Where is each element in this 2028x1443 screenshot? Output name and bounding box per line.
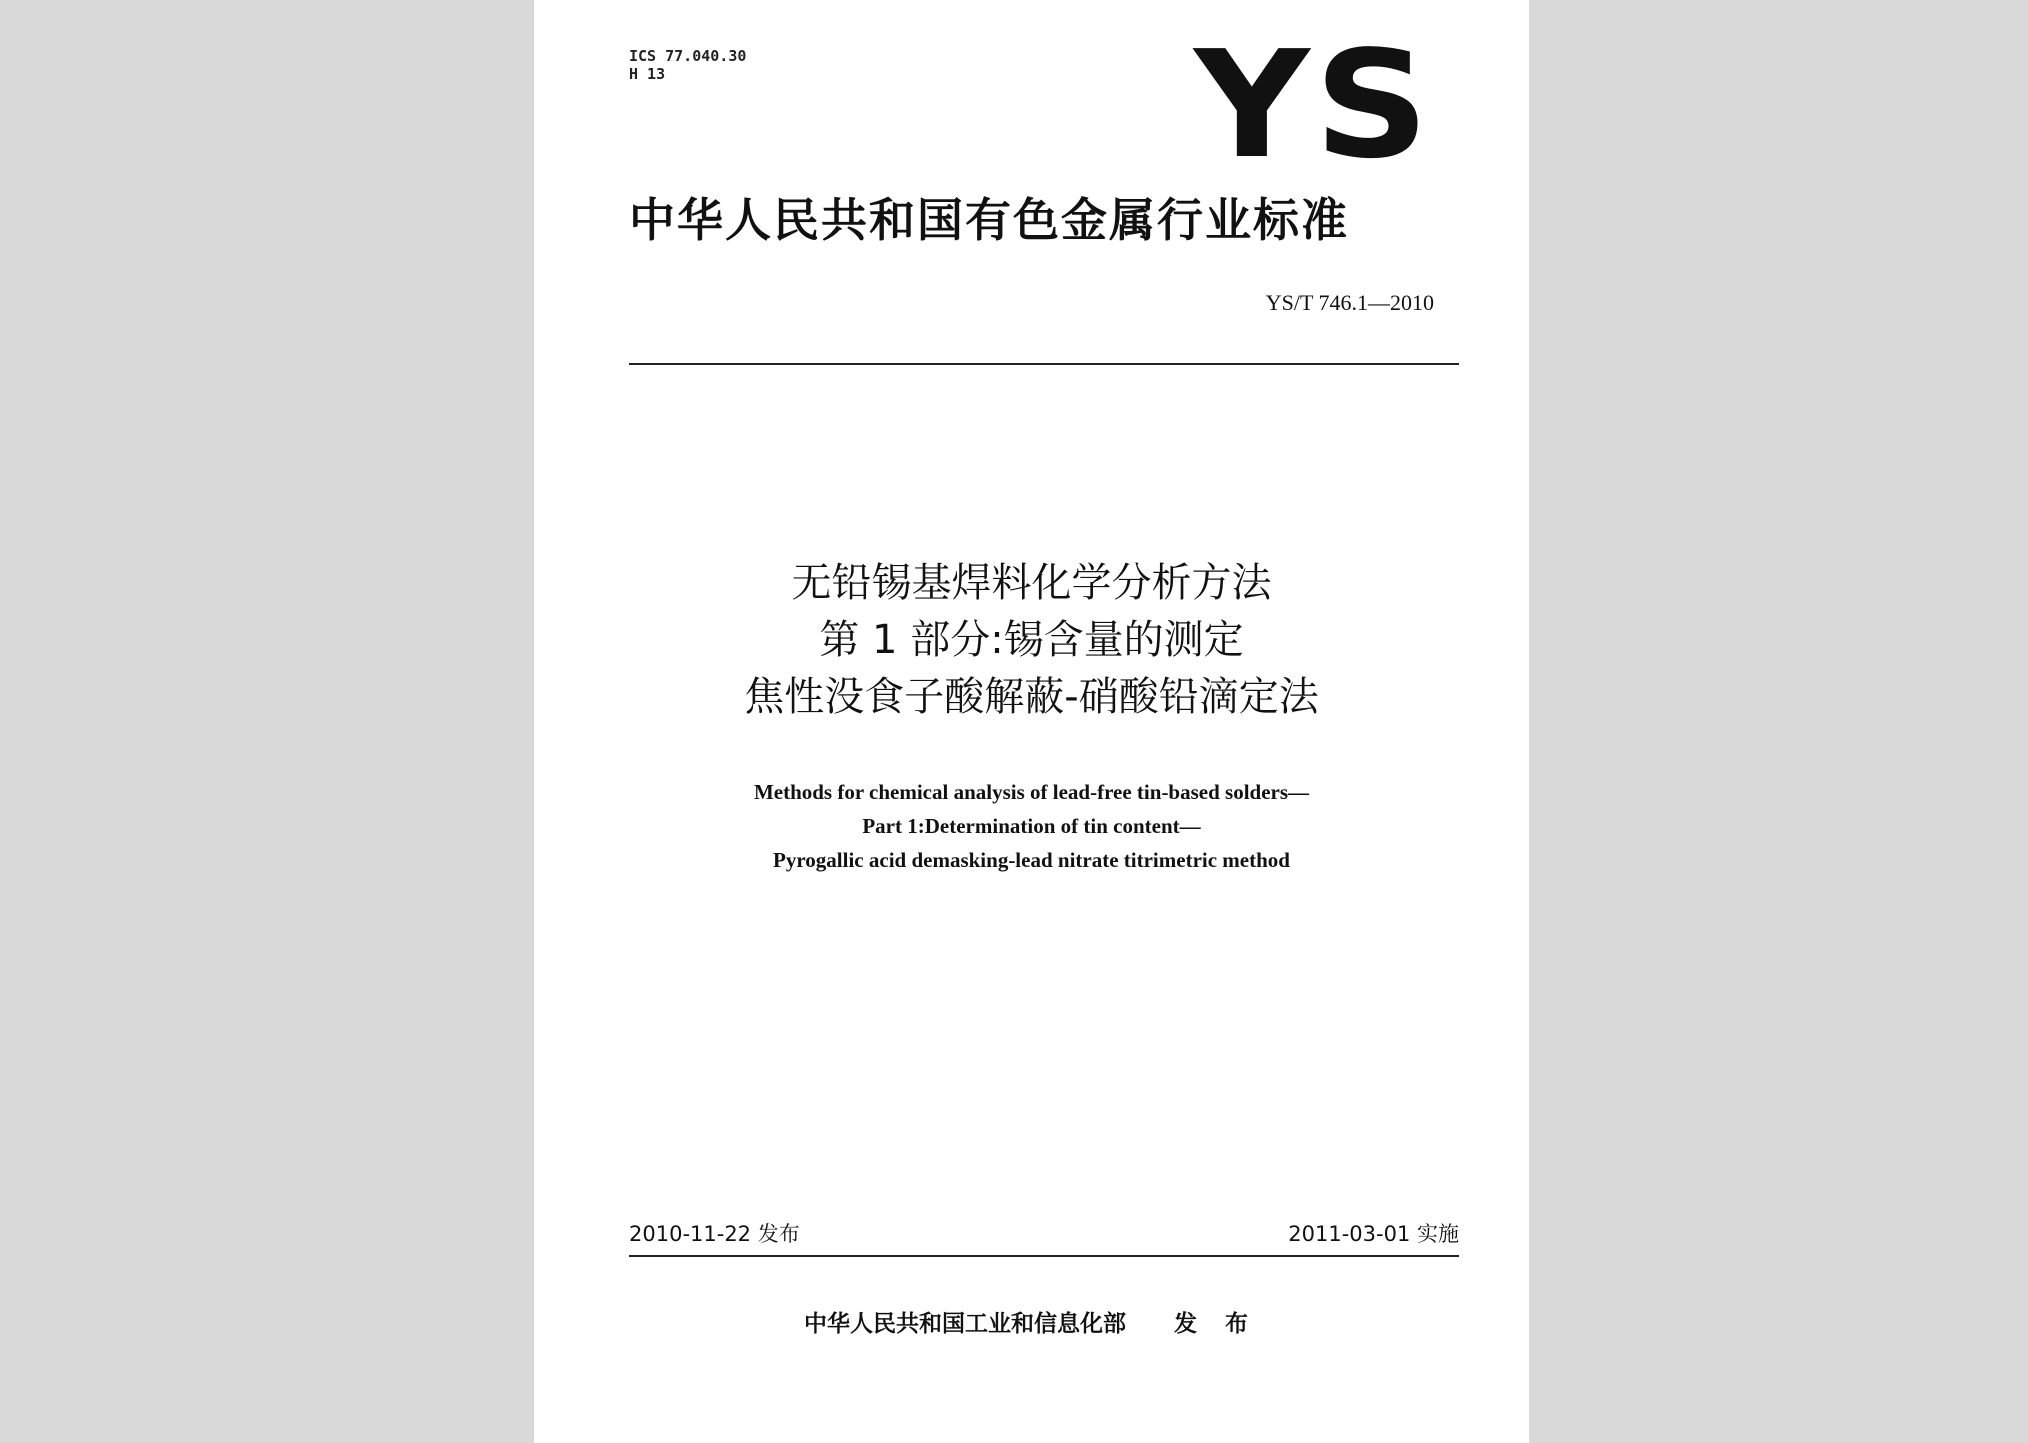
ccs-code: H 13 bbox=[629, 65, 666, 83]
publisher-action: 发 布 bbox=[1174, 1311, 1259, 1337]
implementation-date: 2011-03-01 实施 bbox=[1288, 1222, 1459, 1246]
document-page bbox=[534, 0, 1529, 1443]
chinese-title-line: 焦性没食子酸解蔽-硝酸铅滴定法 bbox=[744, 674, 1319, 720]
header-divider bbox=[629, 363, 1459, 365]
publisher-name: 中华人民共和国工业和信息化部 bbox=[804, 1311, 1126, 1337]
issue-date: 2010-11-22 发布 bbox=[629, 1222, 800, 1246]
footer-divider bbox=[629, 1255, 1459, 1257]
chinese-title bbox=[534, 555, 1529, 726]
english-title bbox=[534, 775, 1529, 877]
english-title-line: Methods for chemical analysis of lead-free tin-based solders— bbox=[753, 780, 1310, 804]
english-title-line: Part 1:Determination of tin content— bbox=[862, 814, 1201, 838]
org-title: 中华人民共和国有色金属行业标准 bbox=[629, 193, 1349, 247]
ys-logo: YS bbox=[1194, 19, 1434, 191]
chinese-title-line: 第 1 部分:锡含量的测定 bbox=[819, 617, 1244, 663]
english-title-line: Pyrogallic acid demasking-lead nitrate titrimetric method bbox=[773, 848, 1290, 872]
standard-number: YS/T 746.1—2010 bbox=[1265, 290, 1434, 315]
chinese-title-line: 无铅锡基焊料化学分析方法 bbox=[791, 560, 1272, 606]
ics-code: ICS 77.040.30 bbox=[629, 47, 747, 65]
publisher bbox=[804, 1305, 1258, 1338]
classification-codes bbox=[629, 47, 746, 83]
